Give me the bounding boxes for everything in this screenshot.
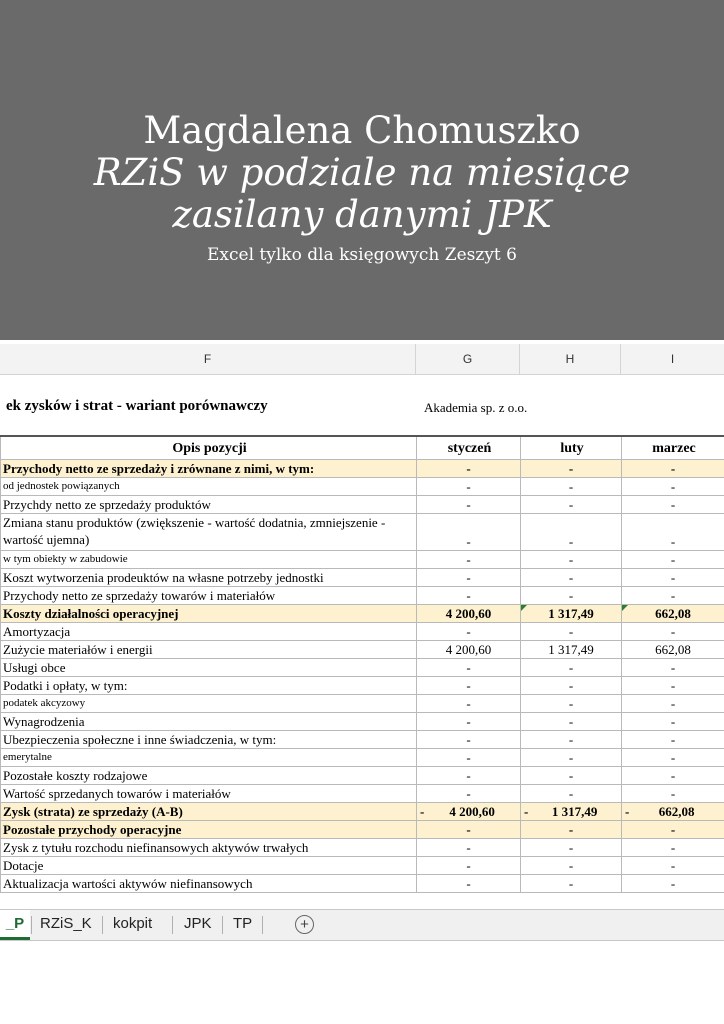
cell-march[interactable]: -	[622, 875, 724, 893]
column-header-g[interactable]: G	[416, 344, 520, 374]
column-header-f[interactable]: F	[0, 344, 416, 374]
header-march[interactable]: marzec	[622, 436, 724, 460]
cell-march[interactable]	[622, 803, 724, 821]
row-description[interactable]: Amortyzacja	[1, 623, 417, 641]
cell-february[interactable]: 1 317,49	[521, 605, 622, 623]
cell-february[interactable]: -	[521, 587, 622, 605]
cell-february[interactable]: -	[521, 551, 622, 569]
cell-january[interactable]: -	[417, 857, 521, 875]
cell-january[interactable]: -	[417, 713, 521, 731]
cell-february[interactable]: -	[521, 839, 622, 857]
tab-separator	[172, 916, 173, 934]
cell-january[interactable]: -	[417, 623, 521, 641]
cell-january[interactable]: -	[417, 785, 521, 803]
add-sheet-icon[interactable]: +	[295, 915, 314, 934]
cell-january[interactable]: -	[417, 749, 521, 767]
table-row	[1, 677, 724, 695]
cell-january[interactable]: -	[417, 821, 521, 839]
row-description[interactable]: Wartość sprzedanych towarów i materiałów	[1, 785, 417, 803]
row-description[interactable]: od jednostek powiązanych	[1, 478, 417, 496]
cell-january[interactable]: -	[417, 514, 521, 551]
row-description[interactable]: Przychdy netto ze sprzedaży produktów	[1, 496, 417, 514]
table-row	[1, 713, 724, 731]
table-row	[1, 478, 724, 496]
report-title[interactable]: ek zysków i strat - wariant porównawczy	[6, 398, 268, 414]
row-description[interactable]: Pozostałe koszty rodzajowe	[1, 767, 417, 785]
cell-march[interactable]: -	[622, 551, 724, 569]
row-description[interactable]: Usługi obce	[1, 659, 417, 677]
cell-february[interactable]: -	[521, 785, 622, 803]
row-description[interactable]: Zysk (strata) ze sprzedaży (A-B)	[1, 803, 417, 821]
column-header-bar	[0, 344, 724, 375]
tab-separator	[222, 916, 223, 934]
cell-january[interactable]: -	[417, 460, 521, 478]
spreadsheet	[0, 340, 724, 938]
row-description[interactable]: Przychody netto ze sprzedaży i zrównane z nimi, w tym:	[1, 460, 417, 478]
sheet-tab-kokpit[interactable]: kokpit	[113, 915, 153, 932]
header-february[interactable]: luty	[521, 436, 622, 460]
lead-dash: -	[524, 804, 529, 819]
table-row	[1, 731, 724, 749]
table-row	[1, 875, 724, 893]
table-row	[1, 695, 724, 713]
table-row	[1, 514, 724, 551]
table-row	[1, 767, 724, 785]
cell-february[interactable]: -	[521, 677, 622, 695]
row-description[interactable]: Ubezpieczenia społeczne i inne świadczenia, w tym:	[1, 731, 417, 749]
row-description[interactable]: Koszt wytworzenia prodeuktów na własne potrzeby jednostki	[1, 569, 417, 587]
cell-february[interactable]: -	[521, 659, 622, 677]
row-description[interactable]: Pozostałe przychody operacyjne	[1, 821, 417, 839]
cell-january[interactable]: -	[417, 677, 521, 695]
column-header-h[interactable]: H	[520, 344, 621, 374]
row-description[interactable]: Zmiana stanu produktów (zwiększenie - wartość dodatnia, zmniejszenie - wartość ujemna)	[1, 514, 417, 551]
header-january[interactable]: styczeń	[417, 436, 521, 460]
book-title-line-1: RZiS w podziale na miesiące	[93, 151, 631, 194]
book-title	[0, 152, 724, 236]
cell-february[interactable]: 1 317,49	[521, 641, 622, 659]
table-row	[1, 857, 724, 875]
cell-february[interactable]: -	[521, 713, 622, 731]
table-row	[1, 587, 724, 605]
cell-february[interactable]: -	[521, 749, 622, 767]
table-row	[1, 821, 724, 839]
cell-february[interactable]: -	[521, 514, 622, 551]
lead-dash: -	[625, 804, 630, 819]
sheet-tab-bar	[0, 909, 724, 941]
table-row	[1, 496, 724, 514]
row-description[interactable]: podatek akcyzowy	[1, 695, 417, 713]
cell-march[interactable]: -	[622, 731, 724, 749]
column-header-i[interactable]: I	[670, 352, 675, 366]
cell-march[interactable]: -	[622, 478, 724, 496]
tab-separator	[102, 916, 103, 934]
cell-march[interactable]: -	[622, 460, 724, 478]
sheet-tab-tp[interactable]: TP	[233, 915, 253, 932]
cell-march[interactable]: 662,08	[622, 641, 724, 659]
cell-january[interactable]: -	[417, 587, 521, 605]
row-description[interactable]: Podatki i opłaty, w tym:	[1, 677, 417, 695]
cell-february[interactable]: -	[521, 569, 622, 587]
cell-january[interactable]: -	[417, 496, 521, 514]
cell-march[interactable]: -	[622, 496, 724, 514]
tab-separator	[31, 916, 32, 934]
table-row	[1, 803, 724, 821]
row-description[interactable]: Koszty działalności operacyjnej	[1, 605, 417, 623]
cell-february[interactable]: -	[521, 695, 622, 713]
row-description[interactable]: Zysk z tytułu rozchodu niefinansowych aktywów trwałych	[1, 839, 417, 857]
cell-january[interactable]: -	[417, 569, 521, 587]
row-description[interactable]: Przychody netto ze sprzedaży towarów i materiałów	[1, 587, 417, 605]
book-subtitle: Excel tylko dla księgowych Zeszyt 6	[207, 245, 517, 265]
cell-march[interactable]: 662,08	[622, 605, 724, 623]
header-description[interactable]: Opis pozycji	[1, 436, 417, 460]
table-row	[1, 569, 724, 587]
cell-february[interactable]: -	[521, 478, 622, 496]
cell-february[interactable]: -	[521, 731, 622, 749]
table-row	[1, 659, 724, 677]
sheet-tab-active[interactable]: _P	[0, 910, 30, 940]
book-author: Magdalena Chomuszko	[143, 109, 581, 152]
cell-march[interactable]: -	[622, 857, 724, 875]
row-description[interactable]: emerytalne	[1, 749, 417, 767]
tab-separator	[262, 916, 263, 934]
cell-value: 1 317,49	[551, 804, 598, 819]
cell-march[interactable]: -	[622, 839, 724, 857]
cell-january[interactable]: -	[417, 659, 521, 677]
table-row	[1, 623, 724, 641]
cell-january[interactable]: -	[417, 695, 521, 713]
cell-january[interactable]: -	[417, 875, 521, 893]
cell-january[interactable]: -	[417, 551, 521, 569]
cell-february[interactable]: -	[521, 875, 622, 893]
cell-january[interactable]: -	[417, 839, 521, 857]
table-row	[1, 605, 724, 623]
cell-march[interactable]: -	[622, 821, 724, 839]
table-row	[1, 749, 724, 767]
cell-value: 4 200,60	[449, 804, 495, 819]
sheet-tab-rzis-k[interactable]: RZiS_K	[40, 915, 92, 932]
cell-february[interactable]: -	[521, 496, 622, 514]
table-row	[1, 785, 724, 803]
cell-february[interactable]: -	[521, 623, 622, 641]
cell-february[interactable]: -	[521, 460, 622, 478]
cell-march[interactable]: -	[622, 695, 724, 713]
row-description[interactable]: w tym obiekty w zabudowie	[1, 551, 417, 569]
cell-march[interactable]: -	[622, 785, 724, 803]
cell-january[interactable]	[417, 803, 521, 821]
sheet-tab-jpk[interactable]: JPK	[184, 915, 212, 932]
cell-january[interactable]: 4 200,60	[417, 641, 521, 659]
table-header-row	[1, 436, 724, 460]
cell-march[interactable]: -	[622, 569, 724, 587]
cell-march[interactable]: -	[622, 659, 724, 677]
cell-january[interactable]: -	[417, 478, 521, 496]
cell-february[interactable]: -	[521, 857, 622, 875]
table-row	[1, 460, 724, 478]
cell-march[interactable]: -	[622, 514, 724, 551]
report-table	[0, 435, 724, 893]
table-row	[1, 839, 724, 857]
table-row	[1, 551, 724, 569]
row-description[interactable]: Dotacje	[1, 857, 417, 875]
cell-january[interactable]: -	[417, 767, 521, 785]
cell-march[interactable]: -	[622, 623, 724, 641]
cell-january[interactable]: 4 200,60	[417, 605, 521, 623]
cell-january[interactable]: -	[417, 731, 521, 749]
lead-dash: -	[420, 804, 425, 819]
row-description[interactable]: Wynagrodzenia	[1, 713, 417, 731]
cell-march[interactable]: -	[622, 587, 724, 605]
row-description[interactable]: Zużycie materiałów i energii	[1, 641, 417, 659]
cell-february[interactable]	[521, 803, 622, 821]
cell-march[interactable]: -	[622, 767, 724, 785]
cell-march[interactable]: -	[622, 677, 724, 695]
cell-value: 662,08	[658, 804, 695, 819]
row-description[interactable]: Aktualizacja wartości aktywów niefinansowych	[1, 875, 417, 893]
company-name[interactable]: Akademia sp. z o.o.	[424, 400, 528, 415]
cell-february[interactable]: -	[521, 767, 622, 785]
cell-march[interactable]: -	[622, 749, 724, 767]
book-title-line-2: zasilany danymi JPK	[172, 193, 552, 236]
cell-march[interactable]: -	[622, 713, 724, 731]
cell-february[interactable]: -	[521, 821, 622, 839]
table-row	[1, 641, 724, 659]
